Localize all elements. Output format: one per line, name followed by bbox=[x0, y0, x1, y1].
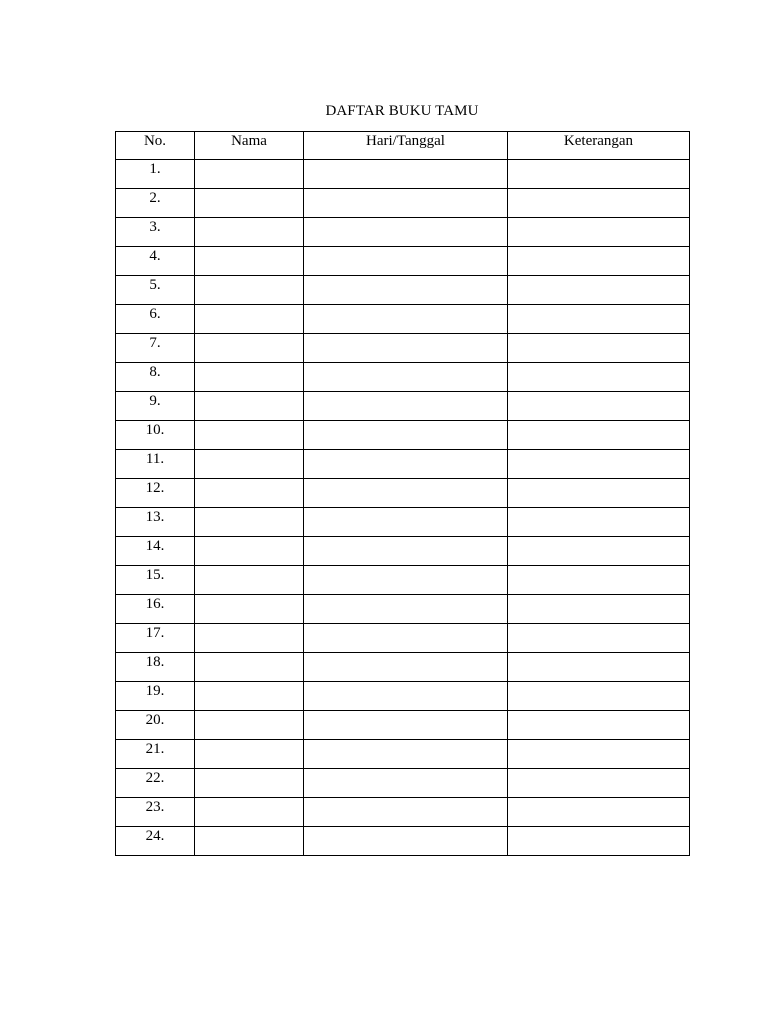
cell-keterangan bbox=[508, 421, 690, 450]
cell-keterangan bbox=[508, 247, 690, 276]
cell-hari-tanggal bbox=[304, 653, 508, 682]
cell-nama bbox=[195, 189, 304, 218]
table-row bbox=[116, 769, 690, 798]
cell-no: 6. bbox=[116, 305, 195, 334]
cell-no: 9. bbox=[116, 392, 195, 421]
cell-keterangan bbox=[508, 595, 690, 624]
cell-keterangan bbox=[508, 363, 690, 392]
cell-hari-tanggal bbox=[304, 421, 508, 450]
cell-nama bbox=[195, 305, 304, 334]
table-row bbox=[116, 421, 690, 450]
cell-keterangan bbox=[508, 711, 690, 740]
cell-nama bbox=[195, 653, 304, 682]
table-row bbox=[116, 740, 690, 769]
cell-no: 1. bbox=[116, 160, 195, 189]
table-row bbox=[116, 798, 690, 827]
table-row bbox=[116, 566, 690, 595]
cell-keterangan bbox=[508, 827, 690, 856]
header-keterangan: Keterangan bbox=[508, 132, 690, 160]
cell-keterangan bbox=[508, 537, 690, 566]
cell-no: 3. bbox=[116, 218, 195, 247]
cell-nama bbox=[195, 682, 304, 711]
cell-nama bbox=[195, 479, 304, 508]
cell-keterangan bbox=[508, 392, 690, 421]
cell-nama bbox=[195, 711, 304, 740]
cell-keterangan bbox=[508, 769, 690, 798]
cell-hari-tanggal bbox=[304, 827, 508, 856]
cell-hari-tanggal bbox=[304, 305, 508, 334]
table-row bbox=[116, 624, 690, 653]
cell-nama bbox=[195, 450, 304, 479]
table-row bbox=[116, 276, 690, 305]
cell-hari-tanggal bbox=[304, 247, 508, 276]
cell-keterangan bbox=[508, 334, 690, 363]
cell-no: 21. bbox=[116, 740, 195, 769]
cell-hari-tanggal bbox=[304, 595, 508, 624]
cell-hari-tanggal bbox=[304, 740, 508, 769]
cell-hari-tanggal bbox=[304, 798, 508, 827]
table-row bbox=[116, 827, 690, 856]
header-no: No. bbox=[116, 132, 195, 160]
cell-nama bbox=[195, 363, 304, 392]
cell-no: 22. bbox=[116, 769, 195, 798]
cell-keterangan bbox=[508, 160, 690, 189]
table-row bbox=[116, 189, 690, 218]
cell-no: 16. bbox=[116, 595, 195, 624]
table-row bbox=[116, 479, 690, 508]
table-row bbox=[116, 247, 690, 276]
cell-keterangan bbox=[508, 798, 690, 827]
cell-keterangan bbox=[508, 479, 690, 508]
cell-keterangan bbox=[508, 189, 690, 218]
cell-no: 10. bbox=[116, 421, 195, 450]
cell-no: 14. bbox=[116, 537, 195, 566]
table-row bbox=[116, 595, 690, 624]
cell-nama bbox=[195, 160, 304, 189]
page-title: DAFTAR BUKU TAMU bbox=[325, 103, 479, 119]
cell-no: 24. bbox=[116, 827, 195, 856]
cell-keterangan bbox=[508, 566, 690, 595]
cell-nama bbox=[195, 566, 304, 595]
table-row bbox=[116, 305, 690, 334]
cell-no: 19. bbox=[116, 682, 195, 711]
cell-no: 17. bbox=[116, 624, 195, 653]
cell-hari-tanggal bbox=[304, 392, 508, 421]
cell-no: 7. bbox=[116, 334, 195, 363]
cell-nama bbox=[195, 276, 304, 305]
cell-no: 15. bbox=[116, 566, 195, 595]
table-row bbox=[116, 363, 690, 392]
cell-nama bbox=[195, 537, 304, 566]
cell-no: 4. bbox=[116, 247, 195, 276]
cell-hari-tanggal bbox=[304, 566, 508, 595]
table-row bbox=[116, 653, 690, 682]
header-nama: Nama bbox=[195, 132, 304, 160]
table-row bbox=[116, 537, 690, 566]
cell-nama bbox=[195, 624, 304, 653]
cell-hari-tanggal bbox=[304, 711, 508, 740]
cell-nama bbox=[195, 334, 304, 363]
cell-keterangan bbox=[508, 682, 690, 711]
cell-nama bbox=[195, 769, 304, 798]
cell-nama bbox=[195, 218, 304, 247]
cell-nama bbox=[195, 798, 304, 827]
table-row bbox=[116, 392, 690, 421]
cell-nama bbox=[195, 247, 304, 276]
table-row bbox=[116, 711, 690, 740]
cell-hari-tanggal bbox=[304, 479, 508, 508]
cell-keterangan bbox=[508, 276, 690, 305]
cell-nama bbox=[195, 827, 304, 856]
cell-no: 18. bbox=[116, 653, 195, 682]
guest-book-table bbox=[115, 131, 690, 856]
table-row bbox=[116, 218, 690, 247]
cell-no: 23. bbox=[116, 798, 195, 827]
table-row bbox=[116, 160, 690, 189]
cell-keterangan bbox=[508, 305, 690, 334]
table-header-row bbox=[116, 132, 690, 160]
cell-no: 12. bbox=[116, 479, 195, 508]
table-row bbox=[116, 450, 690, 479]
cell-keterangan bbox=[508, 740, 690, 769]
cell-hari-tanggal bbox=[304, 537, 508, 566]
cell-no: 20. bbox=[116, 711, 195, 740]
cell-nama bbox=[195, 392, 304, 421]
cell-hari-tanggal bbox=[304, 160, 508, 189]
table-row bbox=[116, 508, 690, 537]
cell-no: 13. bbox=[116, 508, 195, 537]
cell-no: 5. bbox=[116, 276, 195, 305]
cell-nama bbox=[195, 421, 304, 450]
cell-no: 2. bbox=[116, 189, 195, 218]
cell-no: 8. bbox=[116, 363, 195, 392]
cell-hari-tanggal bbox=[304, 624, 508, 653]
cell-hari-tanggal bbox=[304, 363, 508, 392]
cell-hari-tanggal bbox=[304, 508, 508, 537]
cell-hari-tanggal bbox=[304, 189, 508, 218]
cell-no: 11. bbox=[116, 450, 195, 479]
cell-hari-tanggal bbox=[304, 334, 508, 363]
cell-hari-tanggal bbox=[304, 218, 508, 247]
header-hari-tanggal: Hari/Tanggal bbox=[304, 132, 508, 160]
cell-keterangan bbox=[508, 450, 690, 479]
cell-hari-tanggal bbox=[304, 276, 508, 305]
cell-hari-tanggal bbox=[304, 769, 508, 798]
cell-hari-tanggal bbox=[304, 682, 508, 711]
cell-keterangan bbox=[508, 653, 690, 682]
cell-nama bbox=[195, 595, 304, 624]
table-body bbox=[116, 160, 690, 856]
cell-keterangan bbox=[508, 218, 690, 247]
cell-keterangan bbox=[508, 624, 690, 653]
cell-nama bbox=[195, 508, 304, 537]
cell-hari-tanggal bbox=[304, 450, 508, 479]
cell-nama bbox=[195, 740, 304, 769]
cell-keterangan bbox=[508, 508, 690, 537]
table-row bbox=[116, 334, 690, 363]
table-row bbox=[116, 682, 690, 711]
